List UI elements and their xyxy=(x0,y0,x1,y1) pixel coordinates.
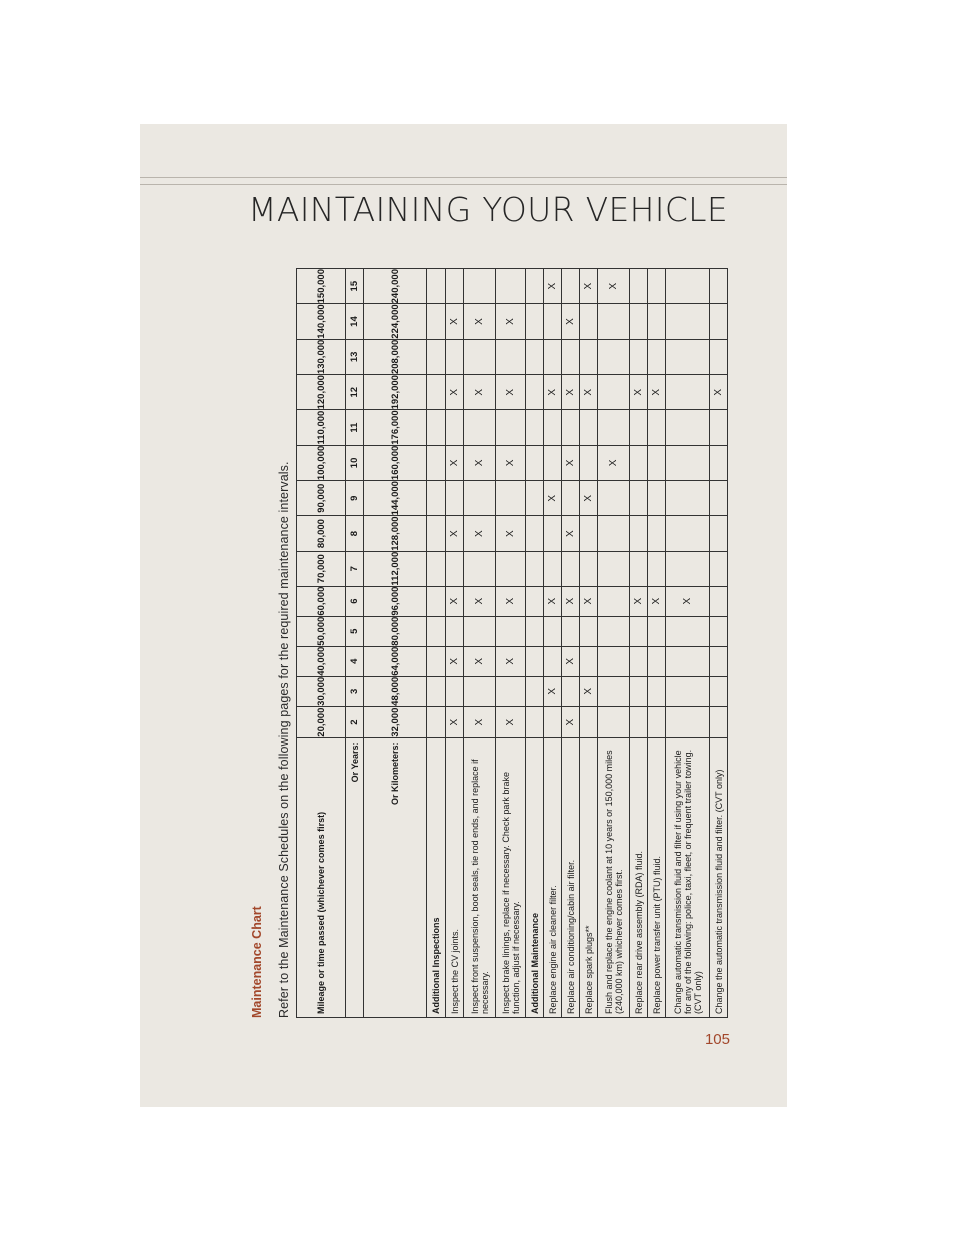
empty-cell xyxy=(630,410,648,445)
maintenance-row xyxy=(598,269,630,1018)
empty-cell xyxy=(630,616,648,646)
empty-cell xyxy=(464,616,496,646)
interval-mark: X xyxy=(598,269,630,304)
empty-cell xyxy=(666,410,710,445)
km-header-cell: 64,000 xyxy=(364,646,427,676)
mileage-header-cell: 130,000 xyxy=(297,339,346,374)
empty-cell xyxy=(666,481,710,516)
maintenance-item-label: Inspect brake linings, replace if necessary. Check park brake function, adjust if necessary. xyxy=(496,738,526,1018)
empty-cell xyxy=(544,616,562,646)
mileage-header-cell: 100,000 xyxy=(297,445,346,480)
empty-cell xyxy=(562,616,580,646)
empty-cell xyxy=(630,304,648,339)
empty-cell xyxy=(427,410,446,445)
maintenance-item-label: Change automatic transmission fluid and filter if using your vehicle for any of the following: police, taxi, fleet, or frequent trailer towing. (CVT only) xyxy=(666,738,710,1018)
empty-cell xyxy=(648,551,666,586)
empty-cell xyxy=(544,339,562,374)
empty-cell xyxy=(666,269,710,304)
empty-cell xyxy=(630,676,648,706)
empty-cell xyxy=(427,646,446,676)
empty-cell xyxy=(526,375,544,410)
empty-cell xyxy=(562,339,580,374)
empty-cell xyxy=(562,410,580,445)
interval-mark: X xyxy=(464,375,496,410)
empty-cell xyxy=(666,339,710,374)
empty-cell xyxy=(427,375,446,410)
km-header-cell: 176,000 xyxy=(364,410,427,445)
section-row xyxy=(526,269,544,1018)
maintenance-row xyxy=(464,269,496,1018)
empty-cell xyxy=(526,269,544,304)
interval-mark: X xyxy=(666,586,710,616)
maintenance-item-label: Inspect front suspension, boot seals, tie rod ends, and replace if necessary. xyxy=(464,738,496,1018)
mileage-header-cell: 50,000 xyxy=(297,616,346,646)
years-label: Or Years: xyxy=(346,738,364,1018)
empty-cell xyxy=(580,410,598,445)
empty-cell xyxy=(630,445,648,480)
maintenance-row xyxy=(630,269,648,1018)
empty-cell xyxy=(446,269,464,304)
empty-cell xyxy=(598,616,630,646)
empty-cell xyxy=(710,586,728,616)
empty-cell xyxy=(648,706,666,738)
years-header-cell: 7 xyxy=(346,551,364,586)
empty-cell xyxy=(496,616,526,646)
empty-cell xyxy=(526,339,544,374)
empty-cell xyxy=(544,304,562,339)
empty-cell xyxy=(562,676,580,706)
mileage-header-cell: 40,000 xyxy=(297,646,346,676)
empty-cell xyxy=(464,410,496,445)
empty-cell xyxy=(648,616,666,646)
empty-cell xyxy=(544,410,562,445)
interval-mark: X xyxy=(544,586,562,616)
empty-cell xyxy=(648,410,666,445)
empty-cell xyxy=(496,339,526,374)
empty-cell xyxy=(427,676,446,706)
interval-mark: X xyxy=(580,481,598,516)
empty-cell xyxy=(598,304,630,339)
mileage-header-cell: 140,000 xyxy=(297,304,346,339)
interval-mark: X xyxy=(648,375,666,410)
empty-cell xyxy=(710,516,728,551)
years-header-cell: 3 xyxy=(346,676,364,706)
empty-cell xyxy=(446,339,464,374)
empty-cell xyxy=(630,706,648,738)
empty-cell xyxy=(630,516,648,551)
interval-mark: X xyxy=(580,269,598,304)
maintenance-row xyxy=(648,269,666,1018)
km-header-cell: 112,000 xyxy=(364,551,427,586)
empty-cell xyxy=(598,375,630,410)
empty-cell xyxy=(710,616,728,646)
empty-cell xyxy=(526,616,544,646)
interval-mark: X xyxy=(648,586,666,616)
empty-cell xyxy=(427,339,446,374)
empty-cell xyxy=(648,304,666,339)
empty-cell xyxy=(666,304,710,339)
years-header-cell: 9 xyxy=(346,481,364,516)
mileage-header-cell: 110,000 xyxy=(297,410,346,445)
chart-heading: Maintenance Chart xyxy=(250,906,264,1018)
empty-cell xyxy=(710,481,728,516)
empty-cell xyxy=(496,676,526,706)
interval-mark: X xyxy=(580,676,598,706)
interval-mark: X xyxy=(562,375,580,410)
empty-cell xyxy=(526,304,544,339)
interval-mark: X xyxy=(562,516,580,551)
empty-cell xyxy=(526,516,544,551)
interval-mark: X xyxy=(446,445,464,480)
interval-mark: X xyxy=(544,676,562,706)
empty-cell xyxy=(710,269,728,304)
empty-cell xyxy=(562,551,580,586)
mileage-header-cell: 150,000 xyxy=(297,269,346,304)
interval-mark: X xyxy=(446,304,464,339)
interval-mark: X xyxy=(446,586,464,616)
empty-cell xyxy=(598,586,630,616)
empty-cell xyxy=(710,445,728,480)
empty-cell xyxy=(562,269,580,304)
interval-mark: X xyxy=(710,375,728,410)
years-header-cell: 4 xyxy=(346,646,364,676)
maintenance-row xyxy=(580,269,598,1018)
empty-cell xyxy=(526,410,544,445)
mileage-header-cell: 30,000 xyxy=(297,676,346,706)
header-rule-bottom xyxy=(140,184,787,185)
years-header-cell: 8 xyxy=(346,516,364,551)
empty-cell xyxy=(580,616,598,646)
empty-cell xyxy=(580,304,598,339)
interval-mark: X xyxy=(496,304,526,339)
page-title: MAINTAINING YOUR VEHICLE xyxy=(248,190,728,229)
page-number: 105 xyxy=(704,1031,730,1048)
empty-cell xyxy=(630,269,648,304)
empty-cell xyxy=(648,676,666,706)
interval-mark: X xyxy=(446,646,464,676)
maintenance-row xyxy=(562,269,580,1018)
empty-cell xyxy=(427,304,446,339)
interval-mark: X xyxy=(544,375,562,410)
empty-cell xyxy=(427,586,446,616)
empty-cell xyxy=(526,586,544,616)
years-header-cell: 11 xyxy=(346,410,364,445)
km-header-cell: 208,000 xyxy=(364,339,427,374)
empty-cell xyxy=(496,410,526,445)
maintenance-item-label: Inspect the CV joints. xyxy=(446,738,464,1018)
mileage-header-label: Mileage or time passed (whichever comes first) xyxy=(297,738,346,1018)
interval-mark: X xyxy=(464,516,496,551)
interval-mark: X xyxy=(544,269,562,304)
empty-cell xyxy=(446,481,464,516)
interval-mark: X xyxy=(464,646,496,676)
km-header-cell: 192,000 xyxy=(364,375,427,410)
empty-cell xyxy=(580,551,598,586)
interval-mark: X xyxy=(630,375,648,410)
empty-cell xyxy=(598,706,630,738)
maintenance-row xyxy=(710,269,728,1018)
empty-cell xyxy=(710,551,728,586)
section-title: Additional Maintenance xyxy=(526,738,544,1018)
empty-cell xyxy=(526,676,544,706)
empty-cell xyxy=(464,269,496,304)
mileage-header-cell: 20,000 xyxy=(297,706,346,738)
empty-cell xyxy=(464,339,496,374)
empty-cell xyxy=(710,304,728,339)
empty-cell xyxy=(630,339,648,374)
interval-mark: X xyxy=(446,706,464,738)
empty-cell xyxy=(427,616,446,646)
km-header-cell: 160,000 xyxy=(364,445,427,480)
km-header-cell: 96,000 xyxy=(364,586,427,616)
empty-cell xyxy=(648,481,666,516)
empty-cell xyxy=(648,339,666,374)
empty-cell xyxy=(496,269,526,304)
empty-cell xyxy=(496,551,526,586)
empty-cell xyxy=(446,410,464,445)
interval-mark: X xyxy=(464,445,496,480)
years-header-cell: 10 xyxy=(346,445,364,480)
km-label: Or Kilometers: xyxy=(364,738,427,1018)
empty-cell xyxy=(666,516,710,551)
interval-mark: X xyxy=(562,304,580,339)
empty-cell xyxy=(526,445,544,480)
interval-mark: X xyxy=(562,646,580,676)
empty-cell xyxy=(666,646,710,676)
chart-intro: Refer to the Maintenance Schedules on the following pages for the required maintenance intervals. xyxy=(277,461,291,1018)
km-header-cell: 240,000 xyxy=(364,269,427,304)
empty-cell xyxy=(544,706,562,738)
maintenance-item-label: Replace power transfer unit (PTU) fluid. xyxy=(648,738,666,1018)
empty-cell xyxy=(427,706,446,738)
empty-cell xyxy=(427,551,446,586)
mileage-header-cell: 70,000 xyxy=(297,551,346,586)
empty-cell xyxy=(598,481,630,516)
maintenance-row xyxy=(544,269,562,1018)
empty-cell xyxy=(544,516,562,551)
mileage-header-cell: 120,000 xyxy=(297,375,346,410)
empty-cell xyxy=(580,339,598,374)
maintenance-item-label: Replace spark plugs** xyxy=(580,738,598,1018)
empty-cell xyxy=(666,676,710,706)
empty-cell xyxy=(598,551,630,586)
empty-cell xyxy=(648,445,666,480)
maintenance-item-label: Flush and replace the engine coolant at 10 years or 150,000 miles (240,000 km) whichever comes first. xyxy=(598,738,630,1018)
empty-cell xyxy=(544,551,562,586)
interval-mark: X xyxy=(446,375,464,410)
empty-cell xyxy=(526,706,544,738)
maintenance-item-label: Replace air conditioning/cabin air filter. xyxy=(562,738,580,1018)
years-header-cell: 6 xyxy=(346,586,364,616)
km-header-cell: 144,000 xyxy=(364,481,427,516)
empty-cell xyxy=(598,410,630,445)
empty-cell xyxy=(666,551,710,586)
interval-mark: X xyxy=(496,646,526,676)
maintenance-table xyxy=(296,268,728,1018)
years-header-row xyxy=(346,269,364,1018)
maintenance-row xyxy=(446,269,464,1018)
rotated-chart-region xyxy=(250,268,724,1018)
empty-cell xyxy=(630,481,648,516)
years-header-cell: 14 xyxy=(346,304,364,339)
km-header-cell: 48,000 xyxy=(364,676,427,706)
empty-cell xyxy=(666,445,710,480)
empty-cell xyxy=(427,481,446,516)
interval-mark: X xyxy=(562,445,580,480)
interval-mark: X xyxy=(580,375,598,410)
maintenance-item-label: Replace engine air cleaner filter. xyxy=(544,738,562,1018)
empty-cell xyxy=(648,516,666,551)
empty-cell xyxy=(446,616,464,646)
empty-cell xyxy=(496,481,526,516)
interval-mark: X xyxy=(562,706,580,738)
empty-cell xyxy=(710,706,728,738)
km-header-row xyxy=(364,269,427,1018)
interval-mark: X xyxy=(496,445,526,480)
years-header-cell: 13 xyxy=(346,339,364,374)
empty-cell xyxy=(526,551,544,586)
empty-cell xyxy=(598,676,630,706)
interval-mark: X xyxy=(446,516,464,551)
empty-cell xyxy=(544,445,562,480)
maintenance-row xyxy=(496,269,526,1018)
empty-cell xyxy=(630,551,648,586)
mileage-header-cell: 80,000 xyxy=(297,516,346,551)
interval-mark: X xyxy=(464,586,496,616)
interval-mark: X xyxy=(580,586,598,616)
maintenance-item-label: Replace rear drive assembly (RDA) fluid. xyxy=(630,738,648,1018)
section-title: Additional Inspections xyxy=(427,738,446,1018)
empty-cell xyxy=(427,516,446,551)
empty-cell xyxy=(446,551,464,586)
empty-cell xyxy=(580,445,598,480)
mileage-header-row xyxy=(297,269,346,1018)
interval-mark: X xyxy=(496,586,526,616)
empty-cell xyxy=(580,706,598,738)
empty-cell xyxy=(598,339,630,374)
interval-mark: X xyxy=(464,304,496,339)
empty-cell xyxy=(710,646,728,676)
empty-cell xyxy=(630,646,648,676)
empty-cell xyxy=(580,516,598,551)
empty-cell xyxy=(526,481,544,516)
km-header-cell: 224,000 xyxy=(364,304,427,339)
years-header-cell: 2 xyxy=(346,706,364,738)
header-rule-top xyxy=(140,177,787,178)
section-row xyxy=(427,269,446,1018)
empty-cell xyxy=(648,269,666,304)
interval-mark: X xyxy=(464,706,496,738)
empty-cell xyxy=(446,676,464,706)
empty-cell xyxy=(710,676,728,706)
mileage-header-cell: 60,000 xyxy=(297,586,346,616)
maintenance-item-label: Change the automatic transmission fluid and filter. (CVT only) xyxy=(710,738,728,1018)
interval-mark: X xyxy=(496,375,526,410)
empty-cell xyxy=(648,646,666,676)
interval-mark: X xyxy=(598,445,630,480)
empty-cell xyxy=(427,269,446,304)
interval-mark: X xyxy=(630,586,648,616)
years-header-cell: 15 xyxy=(346,269,364,304)
mileage-header-cell: 90,000 xyxy=(297,481,346,516)
empty-cell xyxy=(598,516,630,551)
empty-cell xyxy=(544,646,562,676)
km-header-cell: 128,000 xyxy=(364,516,427,551)
interval-mark: X xyxy=(562,586,580,616)
empty-cell xyxy=(580,646,598,676)
maintenance-row xyxy=(666,269,710,1018)
empty-cell xyxy=(598,646,630,676)
empty-cell xyxy=(666,706,710,738)
years-header-cell: 12 xyxy=(346,375,364,410)
empty-cell xyxy=(666,616,710,646)
empty-cell xyxy=(464,551,496,586)
empty-cell xyxy=(427,445,446,480)
empty-cell xyxy=(562,481,580,516)
empty-cell xyxy=(464,481,496,516)
empty-cell xyxy=(526,646,544,676)
km-header-cell: 32,000 xyxy=(364,706,427,738)
interval-mark: X xyxy=(544,481,562,516)
empty-cell xyxy=(710,410,728,445)
empty-cell xyxy=(464,676,496,706)
years-header-cell: 5 xyxy=(346,616,364,646)
km-header-cell: 80,000 xyxy=(364,616,427,646)
empty-cell xyxy=(666,375,710,410)
interval-mark: X xyxy=(496,706,526,738)
interval-mark: X xyxy=(496,516,526,551)
empty-cell xyxy=(710,339,728,374)
